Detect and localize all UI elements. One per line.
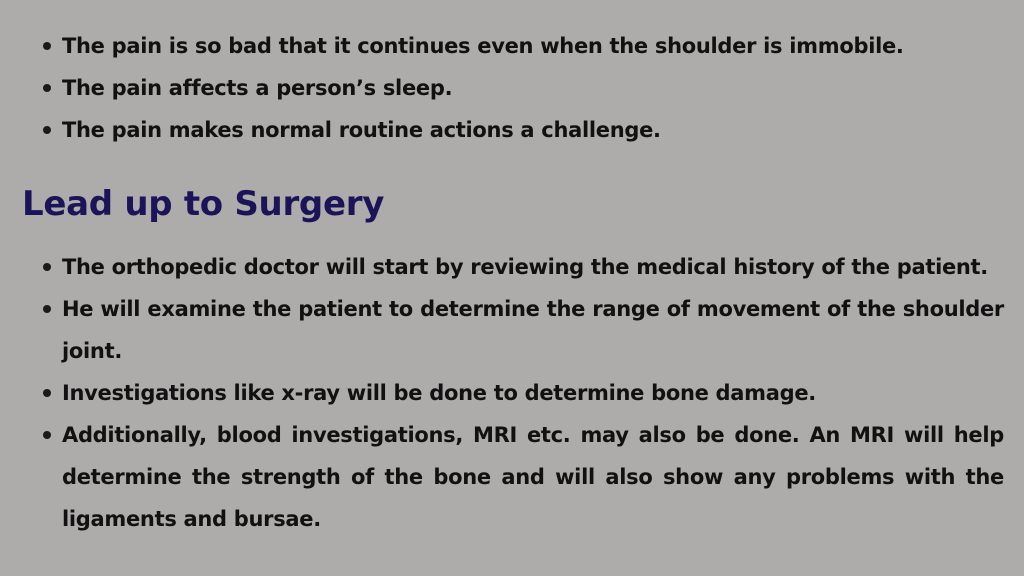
bullet-item: [40, 25, 1004, 67]
bullet-item: [40, 372, 1004, 414]
bullet-dot-icon: [43, 263, 51, 271]
bullet-text: Investigations like x-ray will be done to determine bone damage.: [62, 381, 816, 405]
bullet-dot-icon: [43, 431, 51, 439]
bullet-text: The pain makes normal routine actions a challenge.: [62, 118, 661, 142]
bullet-item: [40, 288, 1004, 372]
section-heading: Lead up to Surgery: [22, 184, 385, 224]
bullet-item: [40, 414, 1004, 540]
bullet-item: [40, 67, 1004, 109]
bullet-item: [40, 109, 1004, 151]
bullet-dot-icon: [43, 126, 51, 134]
bullet-dot-icon: [43, 305, 51, 313]
bullet-text: The pain affects a person’s sleep.: [62, 76, 453, 100]
bullet-dot-icon: [43, 42, 51, 50]
bullet-item: [40, 246, 1004, 288]
bullet-text: He will examine the patient to determine the range of movement of the shoulder joint.: [62, 297, 1004, 363]
symptom-bullet-list: [40, 25, 1004, 151]
bullet-text: The orthopedic doctor will start by reviewing the medical history of the patient.: [62, 255, 988, 279]
bullet-dot-icon: [43, 84, 51, 92]
bullet-dot-icon: [43, 389, 51, 397]
surgery-prep-bullet-list: [40, 246, 1004, 540]
bullet-text: The pain is so bad that it continues even when the shoulder is immobile.: [62, 34, 904, 58]
bullet-text: Additionally, blood investigations, MRI etc. may also be done. An MRI will help determine the strength of the bone and will also show any problems with the ligaments and bursae.: [62, 423, 1004, 531]
